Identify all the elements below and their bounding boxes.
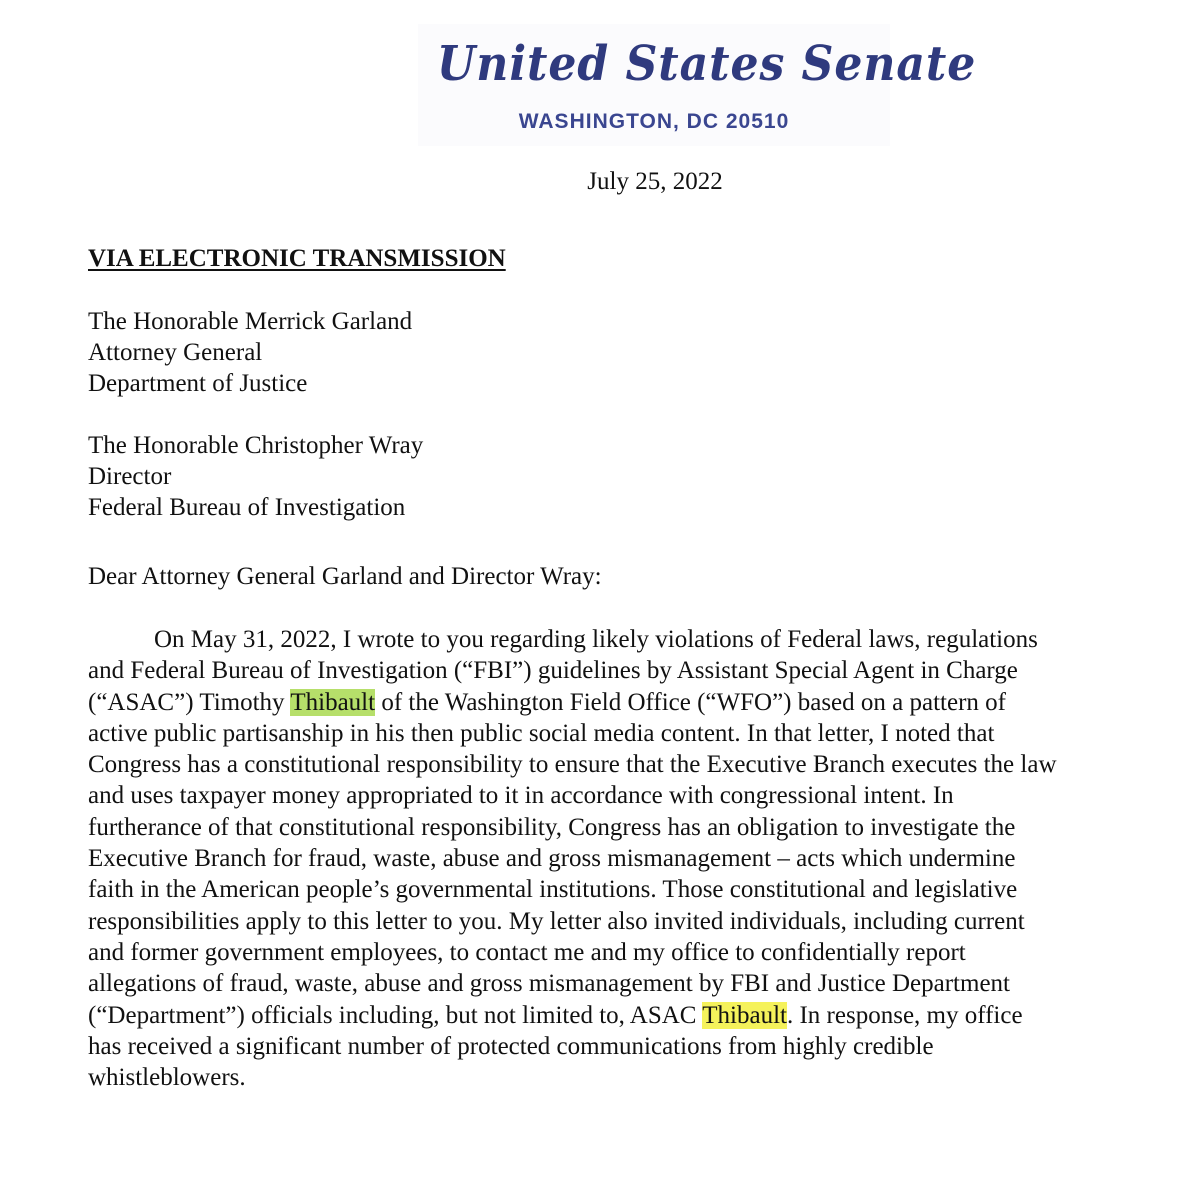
recipient-block-garland [88, 306, 412, 399]
paragraph-line: whistleblowers. [88, 1064, 246, 1092]
recipient-title: Director [88, 463, 172, 490]
paragraph-line: and uses taxpayer money appropriated to it in accordance with congressional intent. In [88, 782, 954, 810]
paragraph-line: furtherance of that constitutional responsibility, Congress has an obligation to investigate the [88, 813, 1016, 841]
letterhead-title: United States Senate [436, 36, 977, 92]
recipient-name: The Honorable Christopher Wray [88, 432, 424, 459]
recipient-organization: Federal Bureau of Investigation [88, 494, 406, 521]
paragraph-line: has received a significant number of protected communications from highly credible [88, 1032, 934, 1060]
senate-letterhead [418, 24, 977, 146]
line-text: of the Washington Field Office (“WFO”) based on a pattern of [375, 688, 1006, 716]
paragraph-line: faith in the American people’s governmental institutions. Those constitutional and legislative [88, 876, 1018, 904]
paragraph-line [88, 687, 1118, 718]
recipient-organization: Department of Justice [88, 370, 308, 397]
highlighted-name: Thibault [702, 1001, 787, 1029]
line-text: (“ASAC”) Timothy [88, 688, 291, 716]
transmission-method: VIA ELECTRONIC TRANSMISSION [88, 245, 506, 272]
paragraph-line: responsibilities apply to this letter to you. My letter also invited individuals, including current [88, 907, 1025, 935]
paragraph-line: and Federal Bureau of Investigation (“FBI”) guidelines by Assistant Special Agent in Charge [88, 657, 1018, 685]
letter-date: July 25, 2022 [587, 168, 723, 195]
paragraph-line: allegations of fraud, waste, abuse and gross mismanagement by FBI and Justice Department [88, 970, 1010, 998]
paragraph-line: Congress has a constitutional responsibility to ensure that the Executive Branch executes the law [88, 751, 1057, 779]
paragraph-line: and former government employees, to contact me and my office to confidentially report [88, 938, 966, 966]
paragraph-line [88, 1000, 1118, 1031]
body-paragraph [88, 624, 1118, 1093]
line-text: (“Department”) officials including, but not limited to, ASAC [88, 1001, 703, 1029]
paragraph-line: active public partisanship in his then public social media content. In that letter, I noted that [88, 719, 995, 747]
letterhead-address: WASHINGTON, DC 20510 [518, 110, 790, 133]
line-text: . In response, my office [786, 1001, 1023, 1029]
paragraph-line: Executive Branch for fraud, waste, abuse and gross mismanagement – acts which undermine [88, 845, 1016, 873]
highlighted-name: Thibault [290, 688, 376, 716]
recipient-title: Attorney General [88, 339, 263, 366]
salutation: Dear Attorney General Garland and Director Wray: [88, 563, 602, 590]
recipient-block-wray [88, 430, 423, 523]
paragraph-line: On May 31, 2022, I wrote to you regarding likely violations of Federal laws, regulations [154, 626, 1038, 653]
recipient-name: The Honorable Merrick Garland [88, 308, 413, 335]
